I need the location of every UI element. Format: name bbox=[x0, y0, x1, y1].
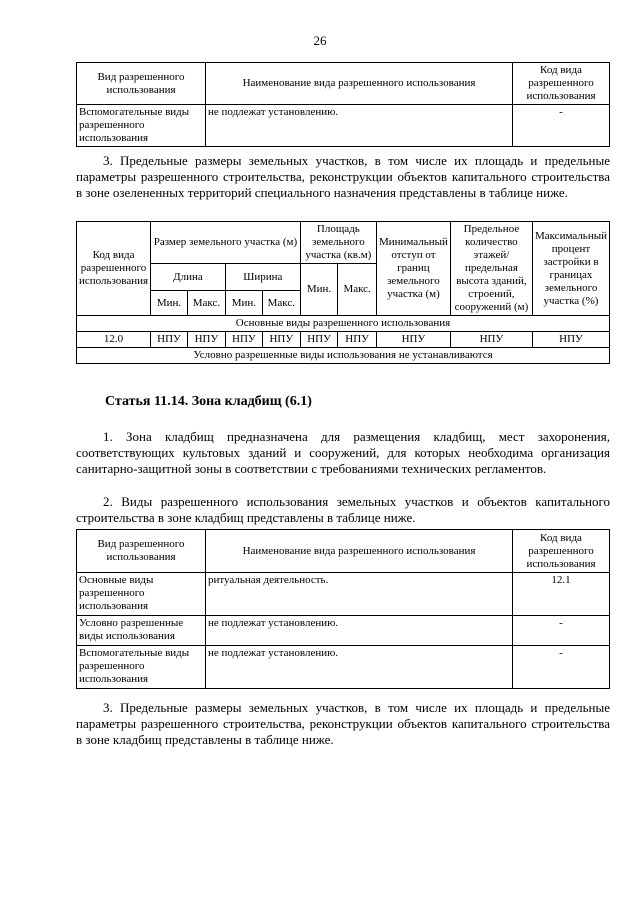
article-title: Статья 11.14. Зона кладбищ (6.1) bbox=[105, 394, 312, 409]
table-row bbox=[77, 646, 610, 689]
header-name: Наименование вида разрешенного использования bbox=[206, 63, 513, 105]
table-row bbox=[77, 616, 610, 646]
cell-kind: Условно разрешенные виды использования bbox=[77, 616, 206, 646]
header-width-min: Мин. bbox=[225, 291, 262, 316]
cell: НПУ bbox=[376, 332, 450, 348]
header-code: Код вида разрешенного использования bbox=[77, 222, 151, 316]
cell-name: не подлежат установлению. bbox=[206, 616, 513, 646]
cell-name: ритуальная деятельность. bbox=[206, 573, 513, 616]
header-size: Размер земельного участка (м) bbox=[151, 222, 301, 264]
page-number: 26 bbox=[313, 33, 327, 48]
cell-kind: Вспомогательные виды разрешенного использования bbox=[77, 646, 206, 689]
header-floors: Предельное количество этажей/ предельная высота зданий, строений, сооружений (м) bbox=[450, 222, 532, 316]
cell-name: не подлежат установлению. bbox=[206, 646, 513, 689]
paragraph-limits-cemetery: 3. Предельные размеры земельных участков, в том числе их площадь и предельные параметры разрешенного строительства, реконструкции объектов капитального строительства в зоне кладбищ представлены в таблице ниже. bbox=[76, 700, 610, 747]
header-kind: Вид разрешенного использования bbox=[77, 530, 206, 573]
cell: НПУ bbox=[338, 332, 377, 348]
header-length: Длина bbox=[151, 264, 226, 291]
table-limits-greenzone bbox=[76, 221, 610, 364]
cell-kind: Вспомогательные виды разрешенного использования bbox=[77, 105, 206, 147]
cell-code: - bbox=[513, 105, 610, 147]
header-width-max: Макс. bbox=[262, 291, 300, 316]
header-width: Ширина bbox=[225, 264, 300, 291]
header-kind: Вид разрешенного использования bbox=[77, 63, 206, 105]
cell-code: - bbox=[513, 646, 610, 689]
cell: НПУ bbox=[300, 332, 338, 348]
cell-code: 12.1 bbox=[513, 573, 610, 616]
table-row bbox=[77, 332, 610, 348]
cell: НПУ bbox=[225, 332, 262, 348]
header-area-max: Макс. bbox=[338, 264, 377, 316]
header-area-min: Мин. bbox=[300, 264, 338, 316]
header-area: Площадь земельного участка (кв.м) bbox=[300, 222, 376, 264]
header-name: Наименование вида разрешенного использования bbox=[206, 530, 513, 573]
table-header-row bbox=[77, 222, 610, 264]
cell: НПУ bbox=[151, 332, 188, 348]
cell-code: - bbox=[513, 616, 610, 646]
table-permitted-uses-cemetery bbox=[76, 529, 610, 689]
cell: НПУ bbox=[532, 332, 609, 348]
cell: НПУ bbox=[262, 332, 300, 348]
section-conditional: Условно разрешенные виды использования не устанавливаются bbox=[77, 348, 610, 364]
paragraph-limits-greenzone: 3. Предельные размеры земельных участков, в том числе их площадь и предельные параметры разрешенного строительства, реконструкции объектов капитального строительства в зоне озелененных территорий специального назначения представлены в таблице ниже. bbox=[76, 153, 610, 200]
header-length-max: Макс. bbox=[187, 291, 225, 316]
header-percent: Максимальный процент застройки в границах земельного участка (%) bbox=[532, 222, 609, 316]
cell: 12.0 bbox=[77, 332, 151, 348]
section-main: Основные виды разрешенного использования bbox=[77, 316, 610, 332]
table-row bbox=[77, 573, 610, 616]
section-row bbox=[77, 348, 610, 364]
table-row bbox=[77, 105, 610, 147]
header-code: Код вида разрешенного использования bbox=[513, 530, 610, 573]
cell-kind: Основные виды разрешенного использования bbox=[77, 573, 206, 616]
paragraph-cemetery-uses: 2. Виды разрешенного использования земельных участков и объектов капитального строительства в зоне кладбищ представлены в таблице ниже. bbox=[76, 494, 610, 525]
cell: НПУ bbox=[187, 332, 225, 348]
cell: НПУ bbox=[450, 332, 532, 348]
section-row bbox=[77, 316, 610, 332]
table-header-row bbox=[77, 530, 610, 573]
header-code: Код вида разрешенного использования bbox=[513, 63, 610, 105]
paragraph-cemetery-purpose: 1. Зона кладбищ предназначена для размещения кладбищ, мест захоронения, соответствующих культовых зданий и сооружений, для которых необходима организация санитарно-защитной зоны в соответствии с требованиями технических регламентов. bbox=[76, 429, 610, 476]
header-length-min: Мин. bbox=[151, 291, 188, 316]
header-setback: Минимальный отступ от границ земельного участка (м) bbox=[376, 222, 450, 316]
table-permitted-uses-greenzone bbox=[76, 62, 610, 147]
cell-name: не подлежат установлению. bbox=[206, 105, 513, 147]
table-header-row bbox=[77, 63, 610, 105]
